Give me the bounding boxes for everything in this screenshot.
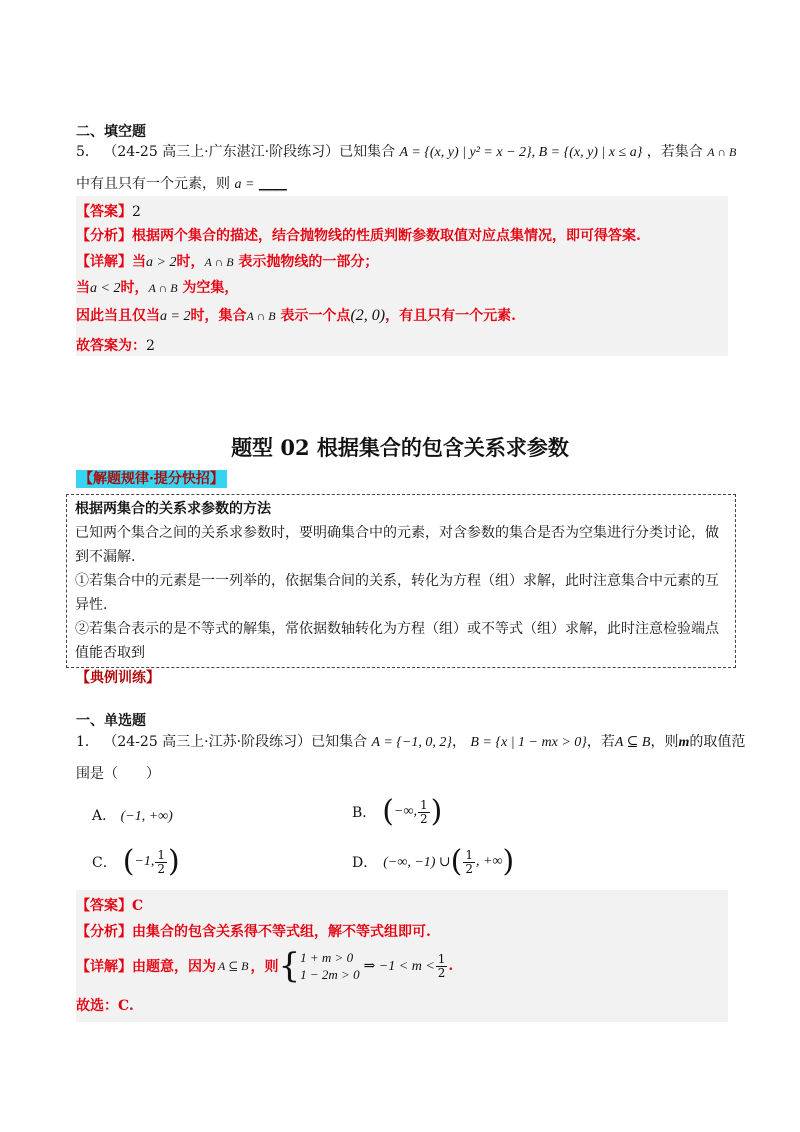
detail-text: 当: [132, 254, 146, 270]
answer-row: [76, 202, 141, 222]
tips-paragraph: ②若集合表示的是不等式的解集，常依据数轴转化为方程（组）或不等式（组）求解，此时注意检验端点: [75, 621, 719, 637]
condition-expr: a = 2: [160, 309, 191, 324]
detail-label: 【详解】: [76, 254, 132, 270]
answer-label: 【答案】: [76, 204, 132, 220]
fraction-numerator: 1: [437, 951, 446, 966]
detail-row-3: [76, 306, 516, 327]
left-paren: (: [122, 844, 135, 879]
set-definition: A = {(x, y) | y² = x − 2}, B = {(x, y) | x ≤ a}: [399, 145, 643, 160]
question-number: 1．: [76, 734, 99, 750]
fraction: [155, 849, 167, 876]
fraction-denominator: 2: [419, 811, 428, 826]
detail-row-2: [76, 278, 238, 299]
inequality-1: 1 + m > 0: [300, 950, 354, 965]
tips-heading: 根据两集合的关系求参数的方法: [75, 501, 271, 517]
examples-tag: 【典例训练】: [76, 670, 160, 686]
option-d[interactable]: [352, 842, 514, 882]
point-expr: (2, 0): [350, 307, 386, 324]
tips-paragraph: 值能否取到: [75, 645, 145, 661]
analysis-text: 根据两个集合的描述，结合抛物线的性质判断参数取值对应点集情况，即可得答案.: [132, 228, 641, 244]
question-source: （24-25 高三上·广东湛江·阶段练习）已知集合: [103, 144, 396, 160]
option-expr: (−1, +∞): [120, 809, 173, 824]
detail-text: 时，: [120, 280, 149, 296]
final-answer-row: [76, 996, 134, 1016]
variable-m: m: [678, 735, 690, 750]
detail-text: 时，: [176, 254, 205, 270]
subset-expr: A ⊆ B: [614, 735, 651, 750]
intersection-expr: A ∩ B: [204, 255, 234, 269]
intersection-expr: A ∩ B: [148, 281, 178, 295]
option-a[interactable]: [92, 806, 173, 827]
variable-a: a =: [234, 177, 255, 192]
fraction: [418, 799, 430, 826]
topic-title: 题型 02 根据集合的包含关系求参数: [231, 435, 569, 460]
fraction-denominator: 2: [437, 965, 446, 980]
detail-text: 时，集合: [190, 308, 247, 324]
intersection-expr: A ∩ B: [707, 145, 737, 159]
final-value: 2: [146, 338, 155, 354]
fraction: [463, 849, 475, 876]
tips-paragraph: 已知两个集合之间的关系求参数时，要明确集合中的元素，对含参数的集合是否为空集进行分类讨论，做: [75, 525, 719, 541]
question-5-line2: [76, 174, 287, 195]
inequality-system: [300, 949, 359, 983]
answer-label: 【答案】: [76, 898, 132, 914]
answer-blank: ____: [258, 176, 287, 192]
section-heading-fill-blank: 二、填空题: [76, 124, 146, 140]
intersection-expr: A ∩ B: [246, 309, 276, 323]
right-paren: ): [502, 844, 515, 879]
question-number: 5．: [76, 144, 99, 160]
detail-label: 【详解】: [76, 959, 132, 975]
detail-text: 当: [76, 280, 90, 296]
question-text: ，则: [650, 734, 679, 750]
question-text: 的取值范: [689, 734, 746, 750]
answer-value: 2: [132, 204, 141, 220]
final-label: 故答案为：: [76, 338, 146, 354]
system-brace: {: [278, 946, 301, 986]
detail-text: 因此当且仅当: [76, 308, 160, 324]
detail-text: 表示一个点: [275, 308, 351, 324]
left-paren: (: [450, 844, 463, 879]
option-label: C．: [92, 855, 117, 871]
question-text: ，: [451, 734, 466, 750]
final-label: 故选：: [76, 998, 118, 1014]
right-paren: ): [430, 794, 443, 829]
detail-text: .: [448, 958, 454, 974]
question-text: ，若集合: [646, 144, 703, 160]
solution-box-q5: [76, 196, 728, 356]
tips-tag-label: 【解题规律·提分快招】: [76, 470, 227, 488]
option-b[interactable]: [352, 792, 442, 832]
question-1-line2: 围是（ ）: [76, 766, 160, 782]
detail-text: 为空集，: [177, 280, 239, 296]
question-text: 中有且只有一个元素，则: [76, 176, 230, 192]
question-1-line1: [76, 732, 745, 753]
option-c[interactable]: [92, 842, 180, 882]
detail-row: [76, 944, 453, 988]
final-value: C.: [118, 998, 134, 1014]
option-expr: , +∞: [476, 854, 503, 869]
left-paren: (: [382, 794, 395, 829]
question-source: （24-25 高三上·江苏·阶段练习）已知集合: [103, 734, 368, 750]
fraction-denominator: 2: [465, 861, 474, 876]
condition-expr: a > 2: [146, 255, 177, 270]
detail-text: ，则: [250, 959, 279, 975]
option-expr: (−∞, −1) ∪: [383, 854, 451, 870]
fraction-denominator: 2: [157, 861, 166, 876]
fraction-numerator: 1: [157, 847, 166, 862]
final-answer-row: [76, 336, 155, 356]
analysis-row: [76, 922, 431, 942]
answer-value: C: [132, 898, 144, 914]
answer-row: [76, 896, 143, 916]
option-label: A．: [92, 808, 117, 824]
option-expr: −1,: [134, 854, 155, 869]
option-expr: −∞,: [394, 804, 417, 819]
option-label: D．: [352, 855, 378, 871]
inequality-2: 1 − 2m > 0: [300, 967, 360, 982]
result-expr: ⇒ −1 < m <: [363, 958, 435, 974]
tips-tag: [76, 468, 227, 488]
analysis-text: 由集合的包含关系得不等式组，解不等式组即可.: [132, 924, 431, 940]
question-5-line1: [76, 142, 736, 163]
option-label: B．: [352, 805, 377, 821]
section-heading-single-choice: 一、单选题: [76, 713, 146, 729]
tips-paragraph: 异性.: [75, 597, 108, 613]
analysis-row: [76, 226, 641, 246]
tips-box: [66, 494, 736, 668]
right-paren: ): [168, 844, 180, 879]
question-text: ，若: [586, 734, 615, 750]
detail-text: 由题意，因为: [132, 959, 216, 975]
tips-paragraph: 到不漏解.: [75, 549, 136, 565]
detail-row-1: [76, 252, 378, 273]
analysis-label: 【分析】: [76, 228, 132, 244]
condition-expr: a < 2: [90, 281, 121, 296]
detail-text: 表示抛物线的一部分；: [233, 254, 379, 270]
fraction: [436, 953, 448, 980]
fraction-numerator: 1: [419, 797, 428, 812]
solution-box-q1: [76, 890, 728, 1022]
detail-text: ，有且只有一个元素.: [385, 308, 516, 324]
analysis-label: 【分析】: [76, 924, 132, 940]
set-b-expr: B = {x | 1 − mx > 0}: [470, 735, 587, 750]
tips-paragraph: ①若集合中的元素是一一列举的，依据集合间的关系，转化为方程（组）求解，此时注意集合中元素的互: [75, 573, 719, 589]
fraction-numerator: 1: [465, 847, 474, 862]
set-a-expr: A = {−1, 0, 2}: [371, 735, 452, 750]
subset-expr: A ⊆ B: [218, 958, 249, 973]
